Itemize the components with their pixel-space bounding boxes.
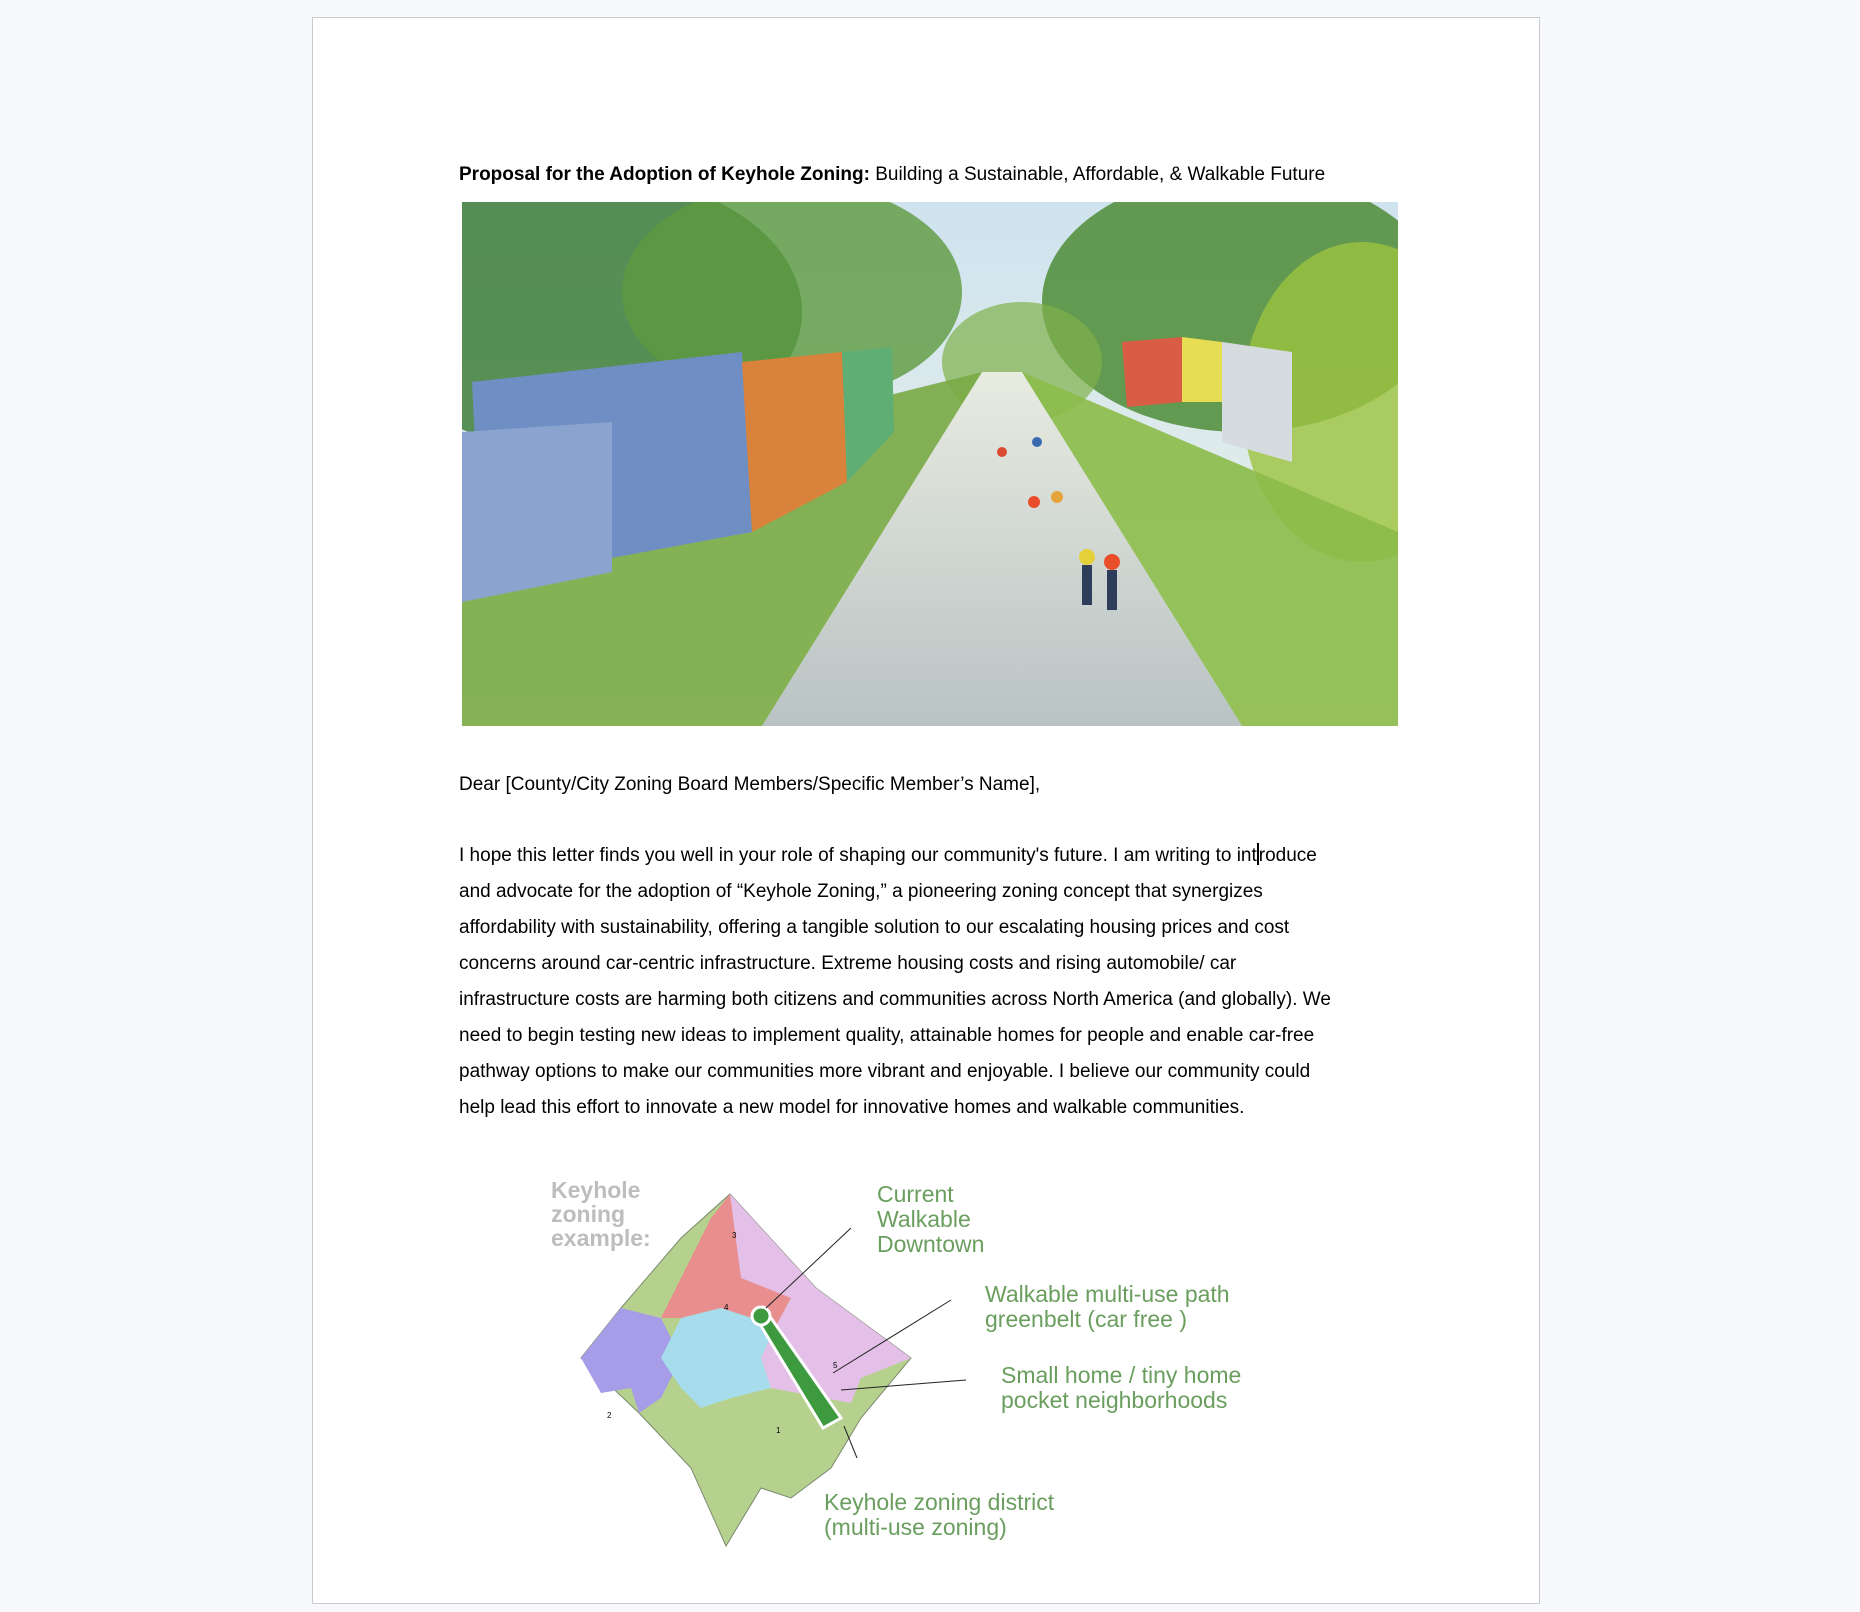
salutation: Dear [County/City Zoning Board Members/Specific Member’s Name], [459,774,1041,795]
label-greenbelt [985,1282,1230,1332]
title-bold: Proposal for the Adoption of Keyhole Zoning: [459,164,870,185]
label-line: Current [877,1181,954,1207]
district-number: 4 [724,1303,729,1312]
keyhole-zoning-map [551,1158,1281,1558]
label-line: (multi-use zoning) [824,1514,1007,1540]
label-line: Walkable [877,1206,971,1232]
paragraph-line [459,838,1409,874]
district-number: 3 [732,1231,737,1240]
paragraph-line: concerns around car-centric infrastructure. Extreme housing costs and rising automobile/ car [459,953,1237,974]
map-heading-line: zoning [551,1201,626,1227]
label-line: Downtown [877,1231,985,1257]
label-line: Walkable multi-use path [985,1281,1230,1307]
label-line: pocket neighborhoods [1001,1387,1228,1413]
paragraph-line-text: roduce [1258,845,1317,866]
map-heading-line: example: [551,1225,651,1251]
document-page [312,17,1540,1604]
title-rest: Building a Sustainable, Affordable, & Walkable Future [869,164,1326,185]
label-walkable-downtown [877,1182,984,1257]
label-line: Keyhole zoning district [824,1489,1055,1515]
paragraph-line: pathway options to make our communities more vibrant and enjoyable. I believe our community could [459,1061,1311,1082]
label-line: greenbelt (car free ) [985,1306,1187,1332]
paragraph-line: and advocate for the adoption of “Keyhole Zoning,” a pioneering zoning concept that synergizes [459,881,1263,902]
district-number: 5 [833,1361,838,1370]
paragraph-line: affordability with sustainability, offering a tangible solution to our escalating housing prices and cost [459,917,1290,938]
label-keyhole-district [824,1490,1054,1540]
map-heading-line: Keyhole [551,1177,641,1203]
paragraph-line: infrastructure costs are harming both citizens and communities across North America (and globally). We [459,989,1331,1010]
paragraph-line: need to begin testing new ideas to implement quality, attainable homes for people and enable car-free [459,1025,1315,1046]
label-pocket-neighborhoods [1001,1363,1241,1413]
paragraph-line-text: I hope this letter finds you well in your role of shaping our community's future. I am writing to int [459,845,1257,866]
map-heading [551,1178,651,1250]
paragraph-line: help lead this effort to innovate a new model for innovative homes and walkable communities. [459,1097,1245,1118]
district-number: 2 [607,1411,612,1420]
body-paragraph[interactable] [459,838,1409,1126]
watercolor-street-illustration [462,202,1398,726]
label-line: Small home / tiny home [1001,1362,1242,1388]
district-number: 1 [776,1426,781,1435]
document-title [459,164,1325,186]
